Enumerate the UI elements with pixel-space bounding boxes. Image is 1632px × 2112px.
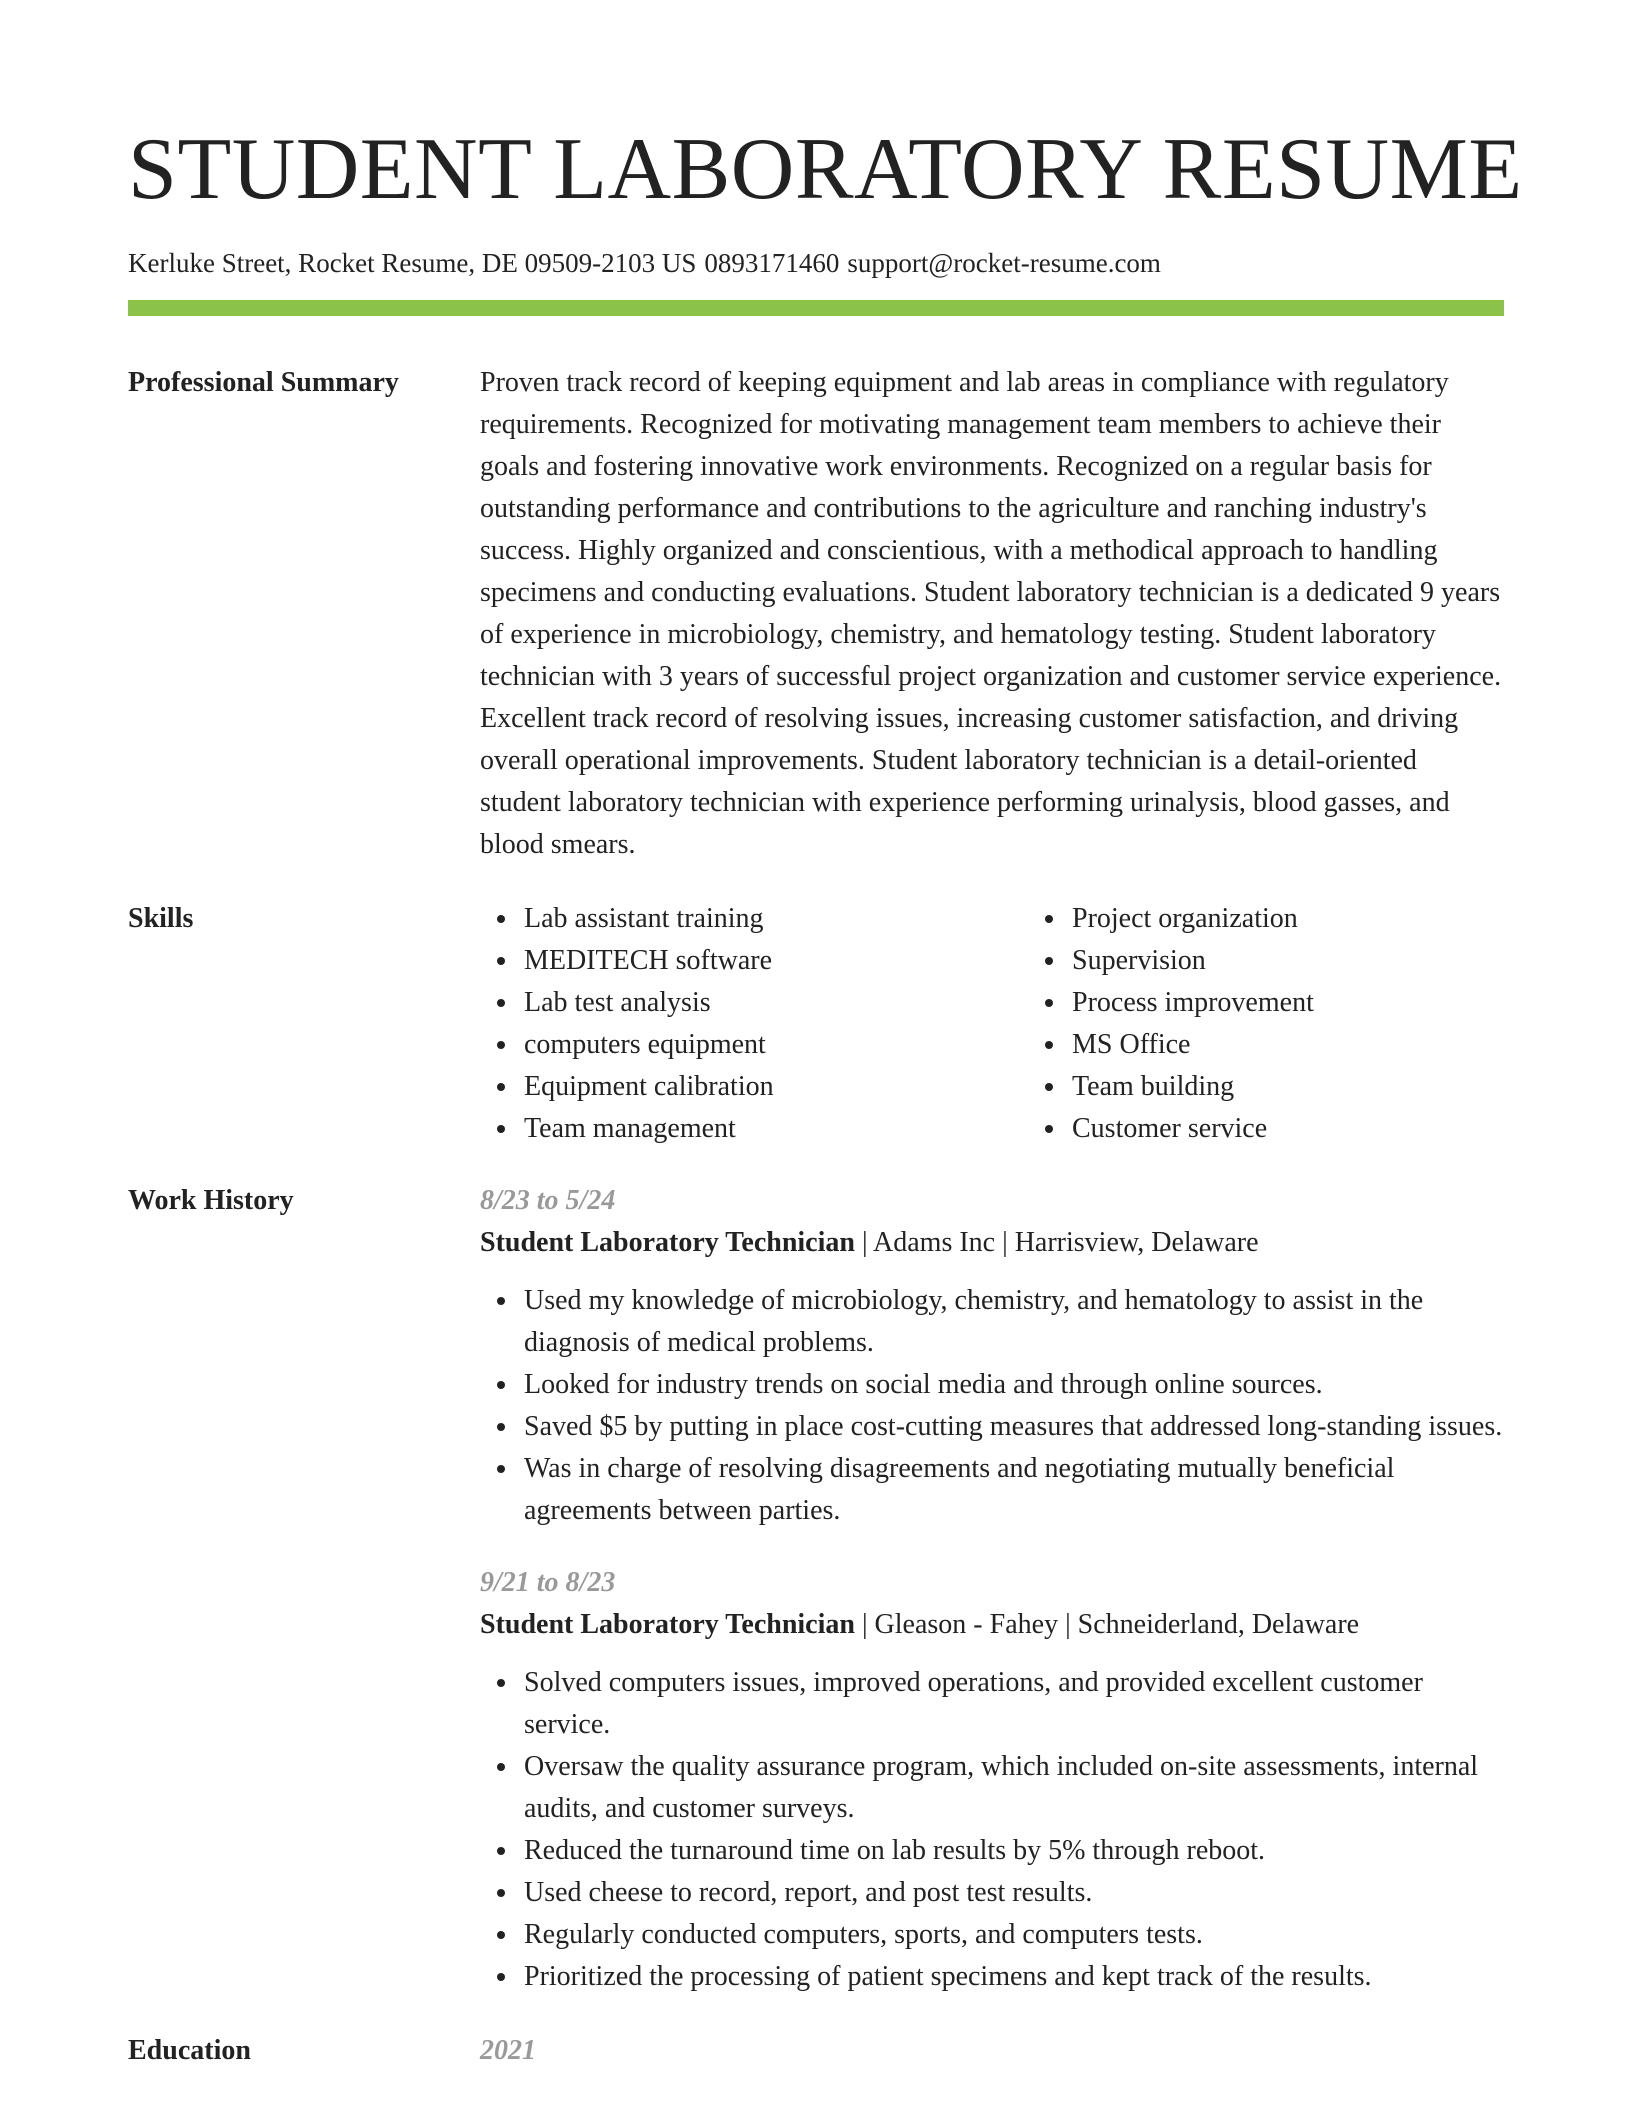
- skill-item: Team building: [1072, 1066, 1576, 1108]
- duty-item: Solved computers issues, improved operations, and provided excellent customer service.: [524, 1662, 1504, 1746]
- contact-address: Kerluke Street, Rocket Resume, DE 09509-2103 US: [128, 248, 697, 278]
- skills-list-right: [1028, 898, 1576, 1150]
- job-heading: [480, 1604, 1504, 1646]
- contact-line: [128, 246, 1504, 280]
- duty-item: Saved $5 by putting in place cost-cutting measures that addressed long-standing issues.: [524, 1406, 1504, 1448]
- skills-grid: [480, 898, 1576, 1150]
- job-employer-location: | Adams Inc | Harrisview, Delaware: [861, 1227, 1259, 1258]
- job-heading: [480, 1222, 1504, 1264]
- skills-list-left: [480, 898, 1028, 1150]
- contact-phone: 0893171460: [704, 248, 840, 278]
- duty-item: Was in charge of resolving disagreements and negotiating mutually beneficial agreements between parties.: [524, 1448, 1504, 1532]
- duty-item: Reduced the turnaround time on lab results by 5% through reboot.: [524, 1830, 1504, 1872]
- summary-text: Proven track record of keeping equipment and lab areas in compliance with regulatory requirements. Recognized for motivating management team members to achieve their goals and fostering innovative work environments. Recognized on a regular basis for outstanding performance and contributions to the agriculture and ranching industry's success. Highly organized and conscientious, with a methodical approach to handling specimens and conducting evaluations. Student laboratory technician is a dedicated 9 years of experience in microbiology, chemistry, and hematology testing. Student laboratory technician with 3 years of successful project organization and customer service experience. Excellent track record of resolving issues, increasing customer satisfaction, and driving overall operational improvements. Student laboratory technician is a detail-oriented student laboratory technician with experience performing urinalysis, blood gasses, and blood smears.: [480, 367, 1502, 860]
- duty-item: Oversaw the quality assurance program, which included on-site assessments, internal audits, and customer surveys.: [524, 1746, 1504, 1830]
- summary-heading: Professional Summary: [128, 367, 399, 398]
- summary-section: [128, 362, 1504, 866]
- accent-divider: [128, 300, 1504, 316]
- duty-item: Used cheese to record, report, and post test results.: [524, 1872, 1504, 1914]
- duty-item: Looked for industry trends on social media and through online sources.: [524, 1364, 1504, 1406]
- job-entry: [480, 1180, 1504, 1532]
- skill-item: Lab assistant training: [524, 898, 1028, 940]
- duty-item: Regularly conducted computers, sports, and computers tests.: [524, 1914, 1504, 1956]
- job-title: Student Laboratory Technician: [480, 1227, 855, 1258]
- skill-item: Customer service: [1072, 1108, 1576, 1150]
- duty-item: Prioritized the processing of patient specimens and kept track of the results.: [524, 1956, 1504, 1998]
- resume-title: STUDENT LABORATORY RESUME: [128, 121, 1523, 218]
- skill-item: Process improvement: [1072, 982, 1576, 1024]
- skill-item: Project organization: [1072, 898, 1576, 940]
- job-duties: [480, 1280, 1504, 1532]
- skill-item: Equipment calibration: [524, 1066, 1028, 1108]
- skill-item: Lab test analysis: [524, 982, 1028, 1024]
- skills-heading: Skills: [128, 903, 194, 934]
- skill-item: Team management: [524, 1108, 1028, 1150]
- job-entry: [480, 1562, 1504, 1998]
- skill-item: MEDITECH software: [524, 940, 1028, 982]
- job-employer-location: | Gleason - Fahey | Schneiderland, Delaware: [861, 1609, 1360, 1640]
- contact-email: support@rocket-resume.com: [847, 248, 1161, 278]
- job-dates: 9/21 to 8/23: [480, 1567, 616, 1598]
- resume-page: [128, 0, 1523, 2072]
- skill-item: Supervision: [1072, 940, 1576, 982]
- job-title: Student Laboratory Technician: [480, 1609, 855, 1640]
- skills-section: [128, 898, 1504, 1150]
- education-dates: 2021: [480, 2035, 536, 2066]
- work-history-section: [128, 1180, 1504, 1998]
- work-history-heading: Work History: [128, 1185, 294, 1216]
- skill-item: computers equipment: [524, 1024, 1028, 1066]
- education-heading: Education: [128, 2035, 251, 2066]
- duty-item: Used my knowledge of microbiology, chemistry, and hematology to assist in the diagnosis of medical problems.: [524, 1280, 1504, 1364]
- job-duties: [480, 1662, 1504, 1998]
- job-dates: 8/23 to 5/24: [480, 1185, 616, 1216]
- skill-item: MS Office: [1072, 1024, 1576, 1066]
- education-section: [128, 2030, 1504, 2072]
